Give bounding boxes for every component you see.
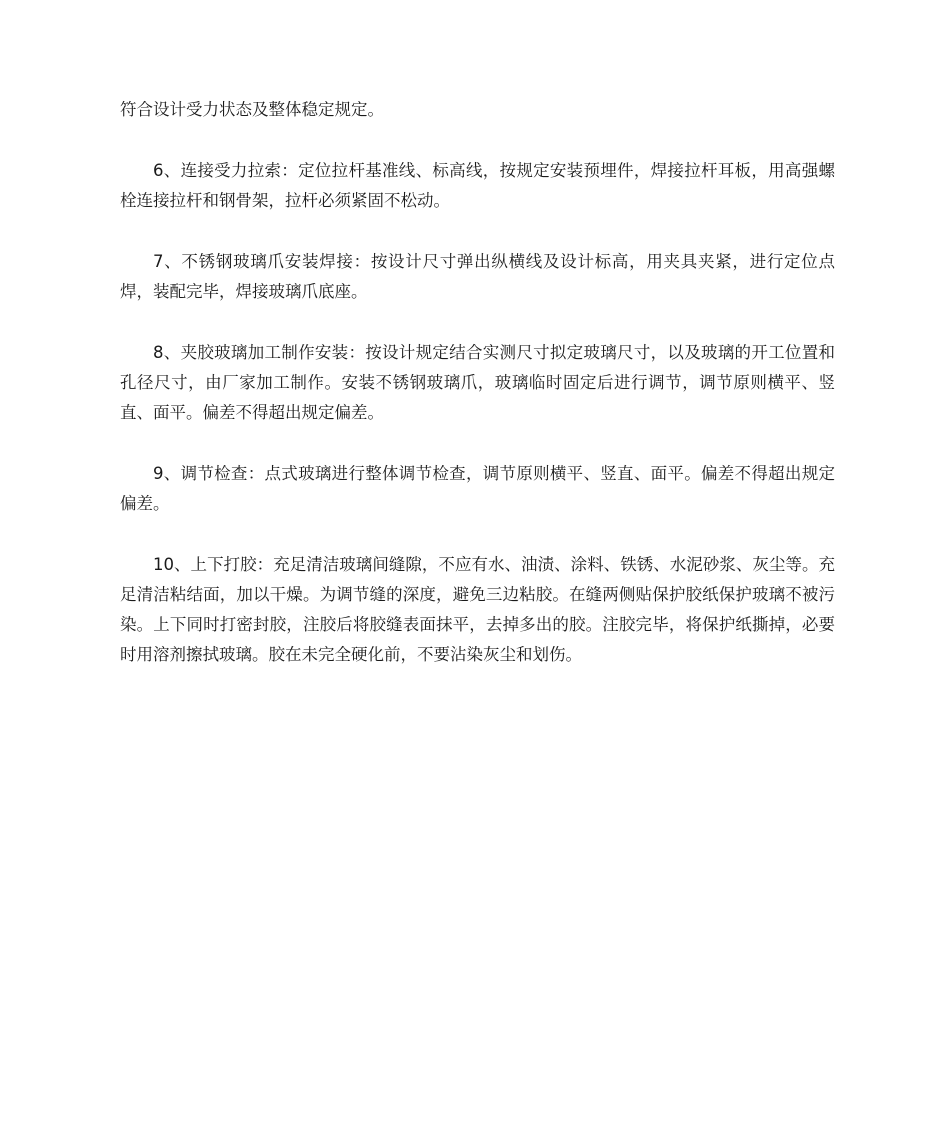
paragraph-step-8: 8、夹胶玻璃加工制作安装：按设计规定结合实测尺寸拟定玻璃尺寸，以及玻璃的开工位置和孔径尺寸，由厂家加工制作。安装不锈钢玻璃爪，玻璃临时固定后进行调节，调节原则横平、竖直、面平。偏差不得超出规定偏差。: [120, 343, 835, 422]
paragraph-step-9: 9、调节检查：点式玻璃进行整体调节检查，调节原则横平、竖直、面平。偏差不得超出规定偏差。: [120, 464, 835, 513]
paragraph-step-7: 7、不锈钢玻璃爪安装焊接：按设计尺寸弹出纵横线及设计标高，用夹具夹紧，进行定位点焊，装配完毕，焊接玻璃爪底座。: [120, 252, 835, 301]
paragraph-continuation: 符合设计受力状态及整体稳定规定。: [120, 100, 384, 119]
paragraph-step-6: 6、连接受力拉索：定位拉杆基准线、标高线，按规定安装预埋件，焊接拉杆耳板，用高强螺栓连接拉杆和钢骨架，拉杆必须紧固不松动。: [120, 161, 835, 210]
document-body: [120, 95, 835, 701]
paragraph-step-10: 10、上下打胶：充足清洁玻璃间缝隙，不应有水、油渍、涂料、铁锈、水泥砂浆、灰尘等。充足清洁粘结面，加以干燥。为调节缝的深度，避免三边粘胶。在缝两侧贴保护胶纸保护玻璃不被污染。上下同时打密封胶，注胶后将胶缝表面抹平，去掉多出的胶。注胶完毕，将保护纸撕掉，必要时用溶剂擦拭玻璃。胶在未完全硬化前，不要沾染灰尘和划伤。: [120, 555, 835, 664]
